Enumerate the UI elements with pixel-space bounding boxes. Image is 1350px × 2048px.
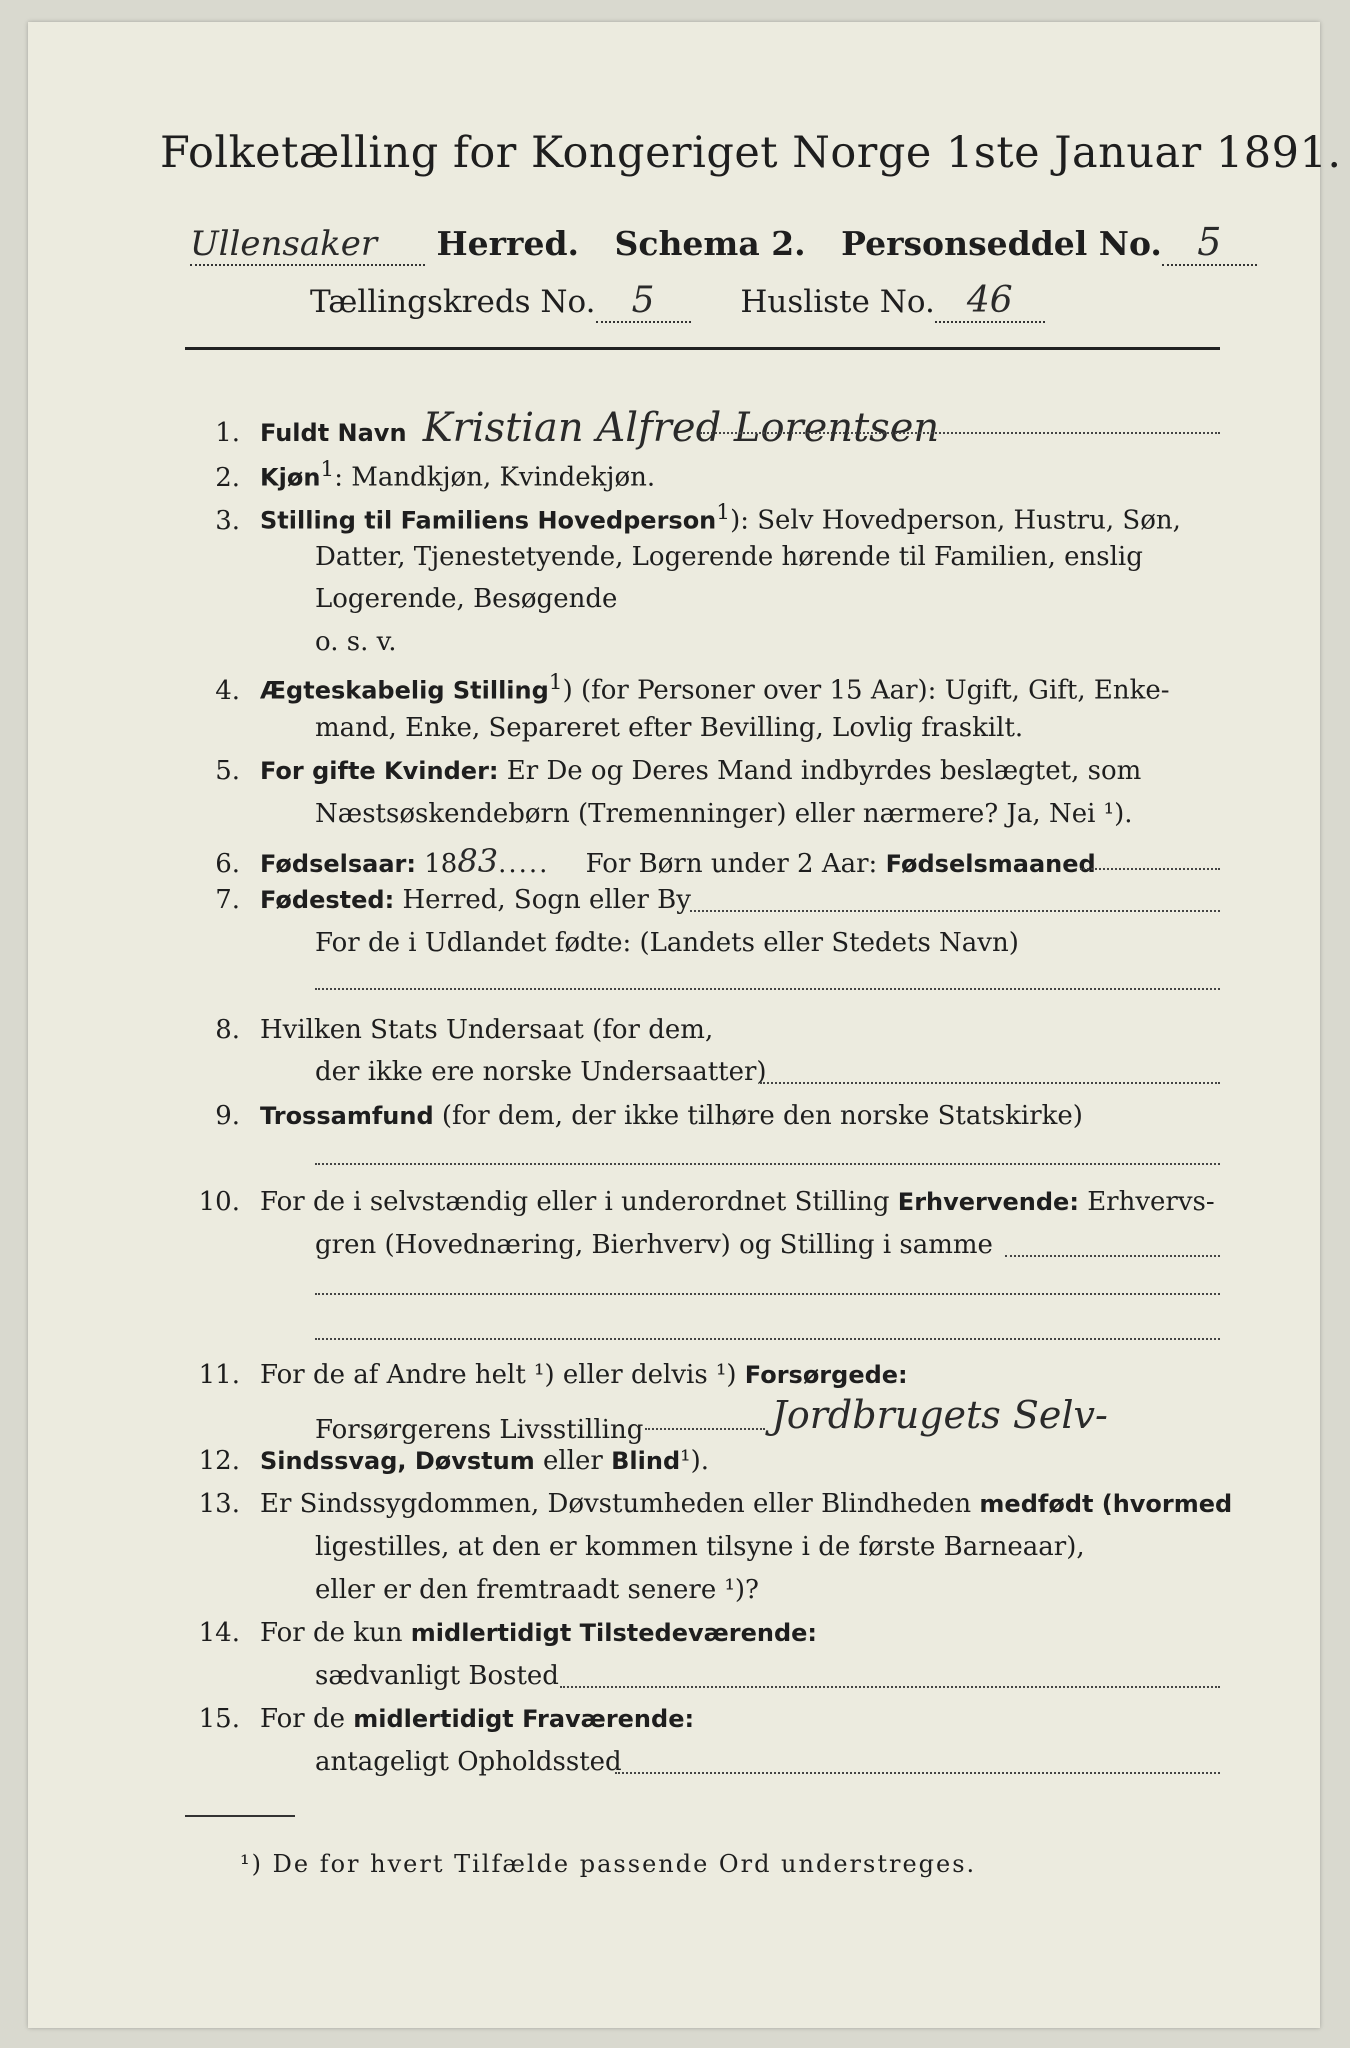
- item-11-cont1: Forsørgerens Livsstilling Jordbrugets Selv-: [315, 1393, 1108, 1445]
- item-15-cont1: antageligt Opholdssted: [315, 1747, 622, 1777]
- name-value: Kristian Alfred Lorentsen: [422, 405, 940, 451]
- item-3: 3. Stilling til Familiens Hovedperson$^1$): Selv Hovedperson, Hustru, Søn,: [215, 500, 1181, 536]
- month-fill: [1080, 868, 1220, 870]
- footnote: ¹) De for hvert Tilfælde passende Ord understreges.: [240, 1850, 977, 1878]
- item-6: 6. Fødselsaar: 1883..... For Børn under 2 Aar: Fødselsmaaned: [215, 842, 1096, 880]
- item-14: 14. For de kun midlertidigt Tilstedeværende:: [198, 1618, 818, 1648]
- herred-line: [190, 220, 1257, 266]
- item-14-cont1: sædvanligt Bosted: [315, 1661, 559, 1691]
- item-8-cont1: der ikke ere norske Undersaatter): [315, 1057, 767, 1087]
- foreign-fill: [315, 988, 1220, 990]
- husliste-label: Husliste No.: [740, 284, 935, 320]
- occupation-fill-1: [1005, 1255, 1220, 1257]
- form-title: Folketælling for Kongeriget Norge 1ste Januar 1891.: [160, 128, 1342, 178]
- item-3-cont2: Logerende, Besøgende: [315, 584, 618, 614]
- birthplace-fill: [690, 910, 1220, 912]
- provider-value: Jordbrugets Selv-: [771, 1393, 1108, 1437]
- occupation-fill-3: [315, 1338, 1220, 1340]
- item-12: 12. Sindssvag, Døvstum eller Blind¹).: [198, 1446, 709, 1476]
- kreds-label: Tællingskreds No.: [310, 284, 596, 320]
- item-10: 10. For de i selvstændig eller i underordnet Stilling Erhvervende: Erhvervs-: [198, 1187, 1215, 1217]
- item-13-cont2: eller er den fremtraadt senere ¹)?: [315, 1575, 759, 1605]
- item-13: 13. Er Sindssygdommen, Døvstumheden eller Blindheden medfødt (hvormed: [198, 1489, 1233, 1519]
- header-rule: [185, 347, 1220, 350]
- personseddel-label: Personseddel No.: [841, 224, 1162, 263]
- item-3-cont3: o. s. v.: [315, 627, 397, 657]
- footnote-rule: [185, 1815, 295, 1817]
- item-8: 8. Hvilken Stats Undersaat (for dem,: [215, 1015, 714, 1045]
- item-13-cont1: ligestilles, at den er kommen tilsyne i de første Barneaar),: [315, 1532, 1085, 1562]
- item-7: 7. Fødested: Herred, Sogn eller By: [215, 885, 691, 915]
- item-1: 1. Fuldt Navn Kristian Alfred Lorentsen: [215, 405, 940, 451]
- herred-value: Ullensaker: [190, 224, 425, 266]
- item-10-cont1: gren (Hovednæring, Bierhverv) og Stilling i samme: [315, 1230, 993, 1260]
- item-4: 4. Ægteskabelig Stilling$^1$) (for Personer over 15 Aar): Ugift, Gift, Enke-: [215, 670, 1170, 706]
- item-2: 2. Kjøn$^1$: Mandkjøn, Kvindekjøn.: [215, 457, 656, 493]
- stay-fill: [615, 1772, 1220, 1774]
- item-7-cont1: For de i Udlandet fødte: (Landets eller Stedets Navn): [315, 928, 1019, 958]
- residence-fill: [560, 1686, 1220, 1688]
- faith-fill: [315, 1163, 1220, 1165]
- provider-fill: [645, 1428, 765, 1430]
- personseddel-value: 5: [1162, 220, 1257, 266]
- birth-year-value: 83: [457, 842, 499, 880]
- herred-label: Herred.: [436, 224, 580, 263]
- husliste-value: 46: [935, 280, 1045, 323]
- item-5-cont1: Næstsøskendebørn (Tremenninger) eller nærmere? Ja, Nei ¹).: [315, 799, 1133, 829]
- schema-label: Schema 2.: [614, 224, 806, 263]
- item-9: 9. Trossamfund (for dem, der ikke tilhøre den norske Statskirke): [215, 1101, 1083, 1131]
- item-15: 15. For de midlertidigt Fraværende:: [198, 1704, 695, 1734]
- occupation-fill-2: [315, 1293, 1220, 1295]
- kreds-line: [310, 280, 1045, 323]
- kreds-value: 5: [596, 280, 691, 323]
- item-4-cont1: mand, Enke, Separeret efter Bevilling, Lovlig fraskilt.: [315, 713, 1024, 743]
- citizenship-fill: [760, 1082, 1220, 1084]
- item-5: 5. For gifte Kvinder: Er De og Deres Mand indbyrdes beslægtet, som: [215, 756, 1142, 786]
- name-fill: [700, 432, 1220, 434]
- item-3-cont1: Datter, Tjenestetyende, Logerende hørende til Familien, enslig: [315, 542, 1143, 572]
- item-11: 11. For de af Andre helt ¹) eller delvis ¹) Forsørgede:: [198, 1360, 908, 1390]
